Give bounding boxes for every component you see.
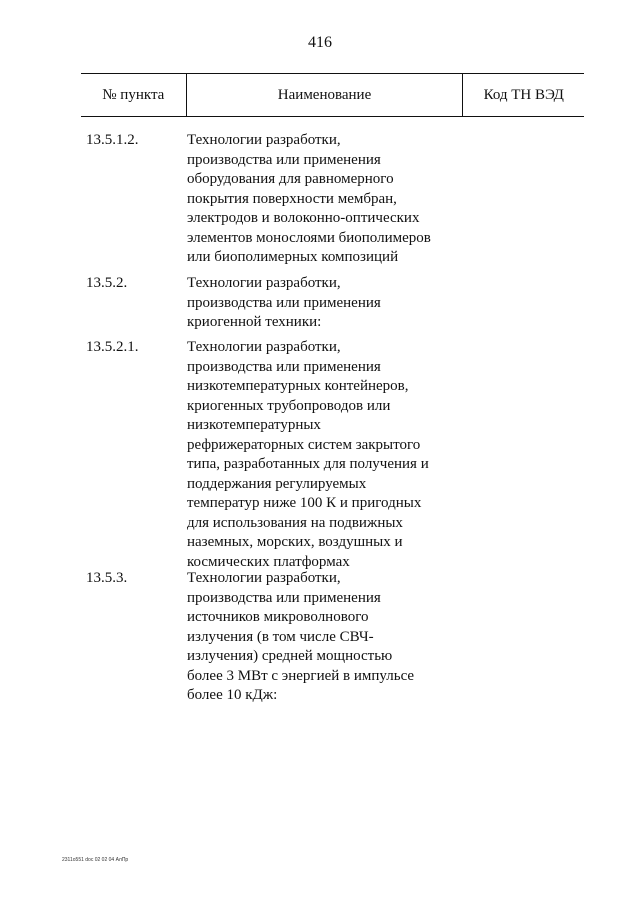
- item-name: [187, 131, 472, 268]
- item-name-line: более 3 МВт с энергией в импульсе: [187, 667, 415, 684]
- item-number: 13.5.3.: [86, 570, 128, 586]
- item-number: 13.5.1.2.: [86, 132, 139, 148]
- item-name-line: оборудования для равномерного: [187, 171, 394, 187]
- item-name-line: источников микроволнового: [187, 609, 369, 625]
- item-name-line: для использования на подвижных: [187, 514, 403, 531]
- item-name-line: поддержания регулируемых: [187, 475, 367, 492]
- document-footer-code: 2311о551 doc 02 02 04 АлПр: [62, 857, 129, 863]
- item-name: [187, 274, 472, 333]
- item-name-line: космических платформах: [187, 553, 350, 570]
- item-number: 13.5.2.1.: [86, 339, 139, 355]
- item-name-line: криогенной техники:: [187, 314, 322, 330]
- item-name-line: рефрижераторных систем закрытого: [187, 436, 421, 453]
- item-number: 13.5.2.: [86, 275, 128, 291]
- item-name-line: Технологии разработки,: [187, 339, 341, 355]
- item-name-line: типа, разработанных для получения и: [187, 456, 429, 472]
- item-name-line: производства или применения: [187, 151, 381, 168]
- item-name-line: покрытия поверхности мембран,: [187, 190, 397, 207]
- item-name-line: излучения) средней мощностью: [187, 648, 393, 664]
- item-name-line: более 10 кДж:: [187, 687, 278, 703]
- page-number: 416: [308, 34, 332, 51]
- header-item-number: № пункта: [102, 86, 165, 103]
- item-name-line: низкотемпературных контейнеров,: [187, 378, 409, 394]
- item-name: [187, 569, 472, 706]
- item-name-line: электродов и волоконно-оптических: [187, 210, 420, 226]
- item-name-line: Технологии разработки,: [187, 132, 341, 148]
- item-name-line: или биополимерных композиций: [187, 249, 399, 265]
- item-name-line: наземных, морских, воздушных и: [187, 534, 403, 550]
- item-name-line: низкотемпературных: [187, 417, 321, 433]
- table-header: [81, 73, 584, 117]
- item-name-line: температур ниже 100 К и пригодных: [187, 495, 422, 511]
- item-name-line: производства или применения: [187, 358, 381, 375]
- item-name-line: производства или применения: [187, 294, 381, 311]
- item-name-line: Технологии разработки,: [187, 570, 341, 586]
- item-name-line: криогенных трубопроводов или: [187, 397, 391, 414]
- item-name-line: излучения (в том числе СВЧ-: [187, 628, 374, 645]
- header-name: Наименование: [186, 74, 464, 116]
- item-name-line: Технологии разработки,: [187, 275, 341, 291]
- header-code: Код ТН ВЭД: [483, 86, 564, 103]
- item-name-line: производства или применения: [187, 589, 381, 606]
- item-name-line: элементов монослоями биополимеров: [187, 229, 431, 246]
- item-name: [187, 338, 472, 572]
